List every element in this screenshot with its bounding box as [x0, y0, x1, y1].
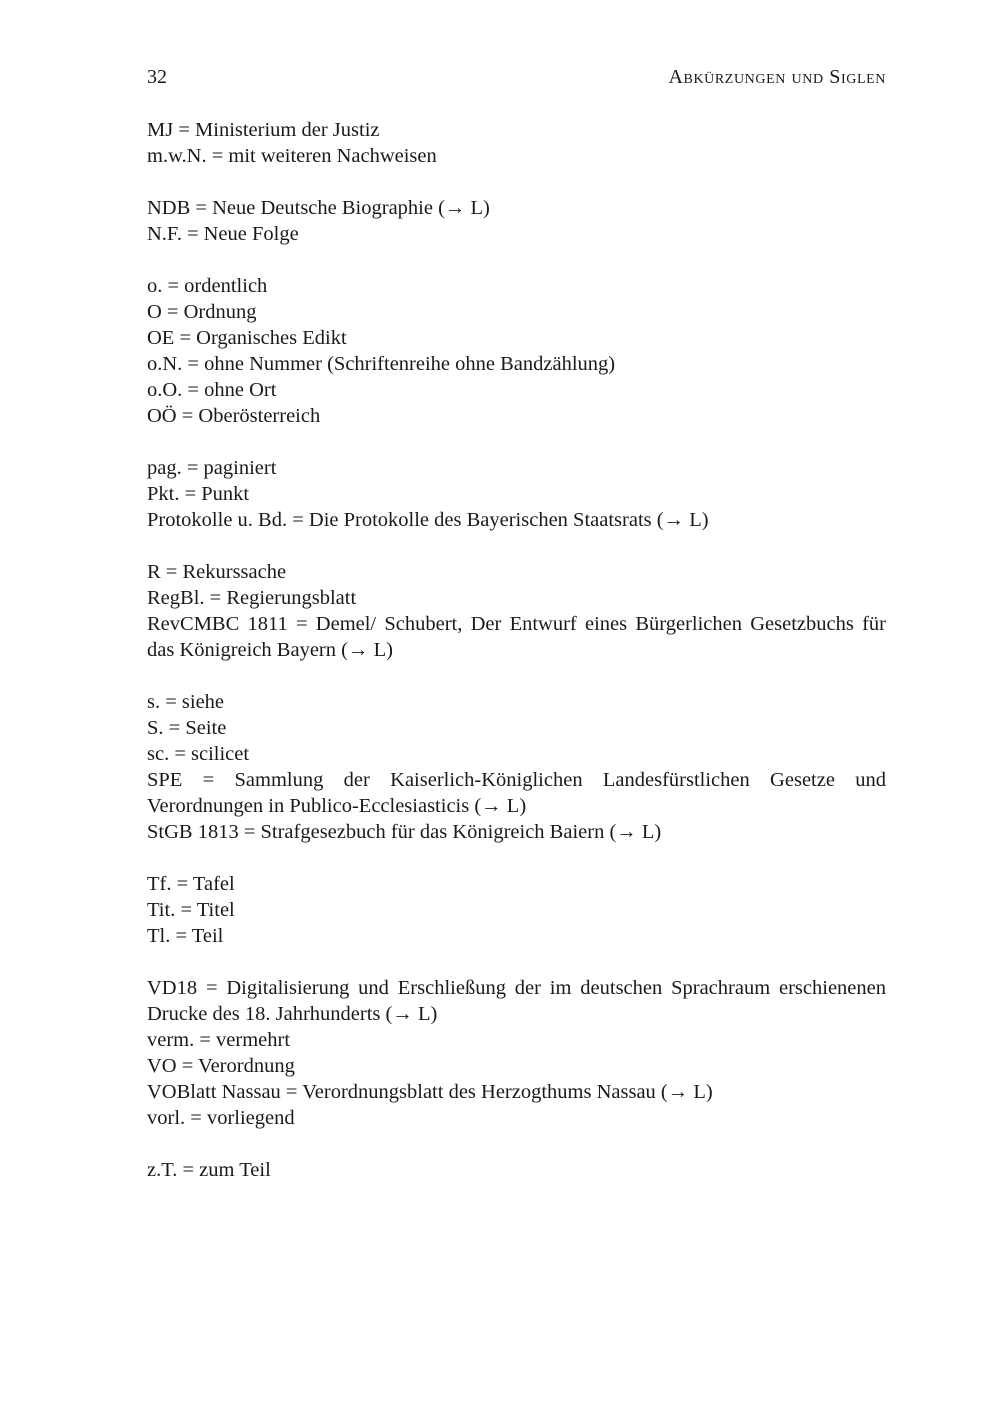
running-title: Abkürzungen und Siglen — [668, 66, 886, 88]
abbreviation-entry: O = Ordnung — [147, 301, 257, 323]
abbreviation-entry: verm. = vermehrt — [147, 1029, 291, 1051]
abbreviation-group-r — [147, 559, 886, 663]
abbreviation-entry: Tl. = Teil — [147, 925, 224, 947]
abbreviation-entry: VOBlatt Nassau = Verordnungsblatt des Herzogthums Nassau (→ L) — [147, 1081, 713, 1103]
abbreviation-entry: vorl. = vorliegend — [147, 1107, 295, 1129]
abbreviation-entry: Pkt. = Punkt — [147, 483, 250, 505]
abbreviation-entry: OÖ = Oberösterreich — [147, 405, 321, 427]
abbreviation-entry: z.T. = zum Teil — [147, 1159, 271, 1181]
abbreviation-entry: Tit. = Titel — [147, 899, 235, 921]
abbreviation-group-o — [147, 273, 886, 429]
abbreviation-group-n — [147, 195, 886, 247]
abbreviation-entry: N.F. = Neue Folge — [147, 223, 299, 245]
abbreviation-group-m — [147, 117, 886, 169]
abbreviation-entry: Protokolle u. Bd. = Die Protokolle des Bayerischen Staatsrats (→ L) — [147, 509, 709, 531]
abbreviation-entry: SPE = Sammlung der Kaiserlich-Königlichen Landesfürstlichen Gesetze und Verordnungen in Publico-Ecclesiasticis (→ L) — [147, 769, 886, 817]
abbreviation-entry: VO = Verordnung — [147, 1055, 295, 1077]
abbreviation-group-s — [147, 689, 886, 845]
abbreviation-entry: RevCMBC 1811 = Demel/ Schubert, Der Entwurf eines Bürgerlichen Gesetzbuchs für das Königreich Bayern (→ L) — [147, 613, 886, 661]
abbreviation-group-v — [147, 975, 886, 1131]
abbreviation-entry: StGB 1813 = Strafgesezbuch für das Königreich Baiern (→ L) — [147, 821, 662, 843]
page-header — [147, 66, 886, 94]
abbreviation-entry: R = Rekurssache — [147, 561, 287, 583]
abbreviation-entry: o.N. = ohne Nummer (Schriftenreihe ohne Bandzählung) — [147, 353, 616, 375]
abbreviation-entry: o. = ordentlich — [147, 275, 268, 297]
page-number: 32 — [147, 66, 167, 88]
abbreviation-entry: MJ = Ministerium der Justiz — [147, 119, 380, 141]
abbreviation-group-z — [147, 1157, 886, 1183]
abbreviation-group-p — [147, 455, 886, 533]
abbreviation-entry: RegBl. = Regierungsblatt — [147, 587, 357, 609]
abbreviation-entry: VD18 = Digitalisierung und Erschließung der im deutschen Sprachraum erschienenen Drucke des 18. Jahrhunderts (→ L) — [147, 977, 886, 1025]
abbreviation-entry: s. = siehe — [147, 691, 225, 713]
abbreviation-list — [147, 117, 886, 1209]
abbreviation-entry: OE = Organisches Edikt — [147, 327, 347, 349]
abbreviation-entry: sc. = scilicet — [147, 743, 250, 765]
abbreviation-entry: o.O. = ohne Ort — [147, 379, 277, 401]
abbreviation-entry: pag. = paginiert — [147, 457, 277, 479]
abbreviation-entry: NDB = Neue Deutsche Biographie (→ L) — [147, 197, 490, 219]
abbreviation-entry: S. = Seite — [147, 717, 227, 739]
abbreviation-group-t — [147, 871, 886, 949]
abbreviation-entry: m.w.N. = mit weiteren Nachweisen — [147, 145, 437, 167]
abbreviation-entry: Tf. = Tafel — [147, 873, 235, 895]
